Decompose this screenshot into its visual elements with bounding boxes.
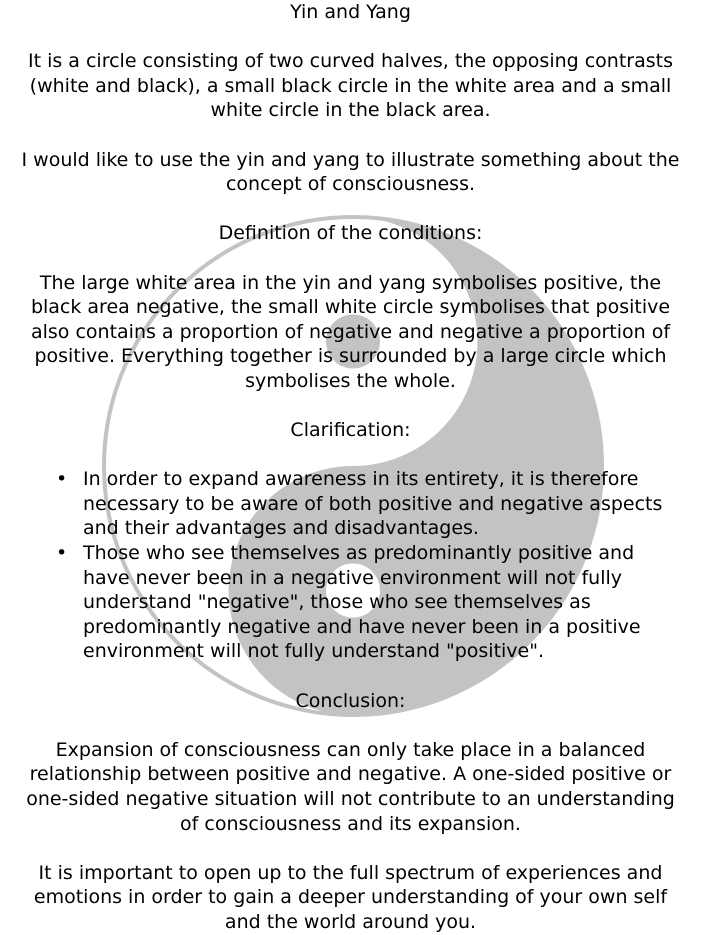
conclusion-paragraph-1: Expansion of consciousness can only take place in a balanced relationship between positive and negative. A one-sided positive or one-sided negative situation will not contribute to an understanding of consciousness and its expansion. bbox=[26, 738, 675, 835]
definition-heading: Definition of the conditions: bbox=[218, 222, 483, 245]
list-item bbox=[0, 467, 701, 541]
list-item bbox=[0, 541, 701, 664]
conclusion-heading: Conclusion: bbox=[295, 689, 406, 712]
clarification-list bbox=[0, 467, 701, 664]
definition-paragraph: The large white area in the yin and yang symbolises positive, the black area negative, the small white circle symbolises that positive also contains a proportion of negative and negative a proportion of positive. Everything together is surrounded by a large circle which symbolises the whole. bbox=[30, 271, 671, 392]
bullet-point: • bbox=[56, 468, 68, 491]
list-item-text: Those who see themselves as predominantly positive and have never been in a negative environment will not fully understand "negative", those who see themselves as predominantly negative and have never been in a positive environment will not fully understand "positive". bbox=[83, 542, 641, 663]
bullet-point: • bbox=[56, 542, 68, 565]
list-item-text: In order to expand awareness in its entirety, it is therefore necessary to be aware of both positive and negative aspects and their advantages and disadvantages. bbox=[83, 468, 663, 540]
clarification-heading: Clarification: bbox=[290, 419, 411, 442]
description-paragraph: It is a circle consisting of two curved halves, the opposing contrasts (white and black), a small black circle in the white area and a small white circle in the black area. bbox=[27, 50, 674, 122]
page-title: Yin and Yang bbox=[290, 1, 411, 23]
intent-paragraph: I would like to use the yin and yang to illustrate something about the concept of consciousness. bbox=[21, 148, 680, 196]
conclusion-paragraph-2: It is important to open up to the full spectrum of experiences and emotions in order to gain a deeper understanding of your own self and the world around you. bbox=[33, 861, 668, 933]
